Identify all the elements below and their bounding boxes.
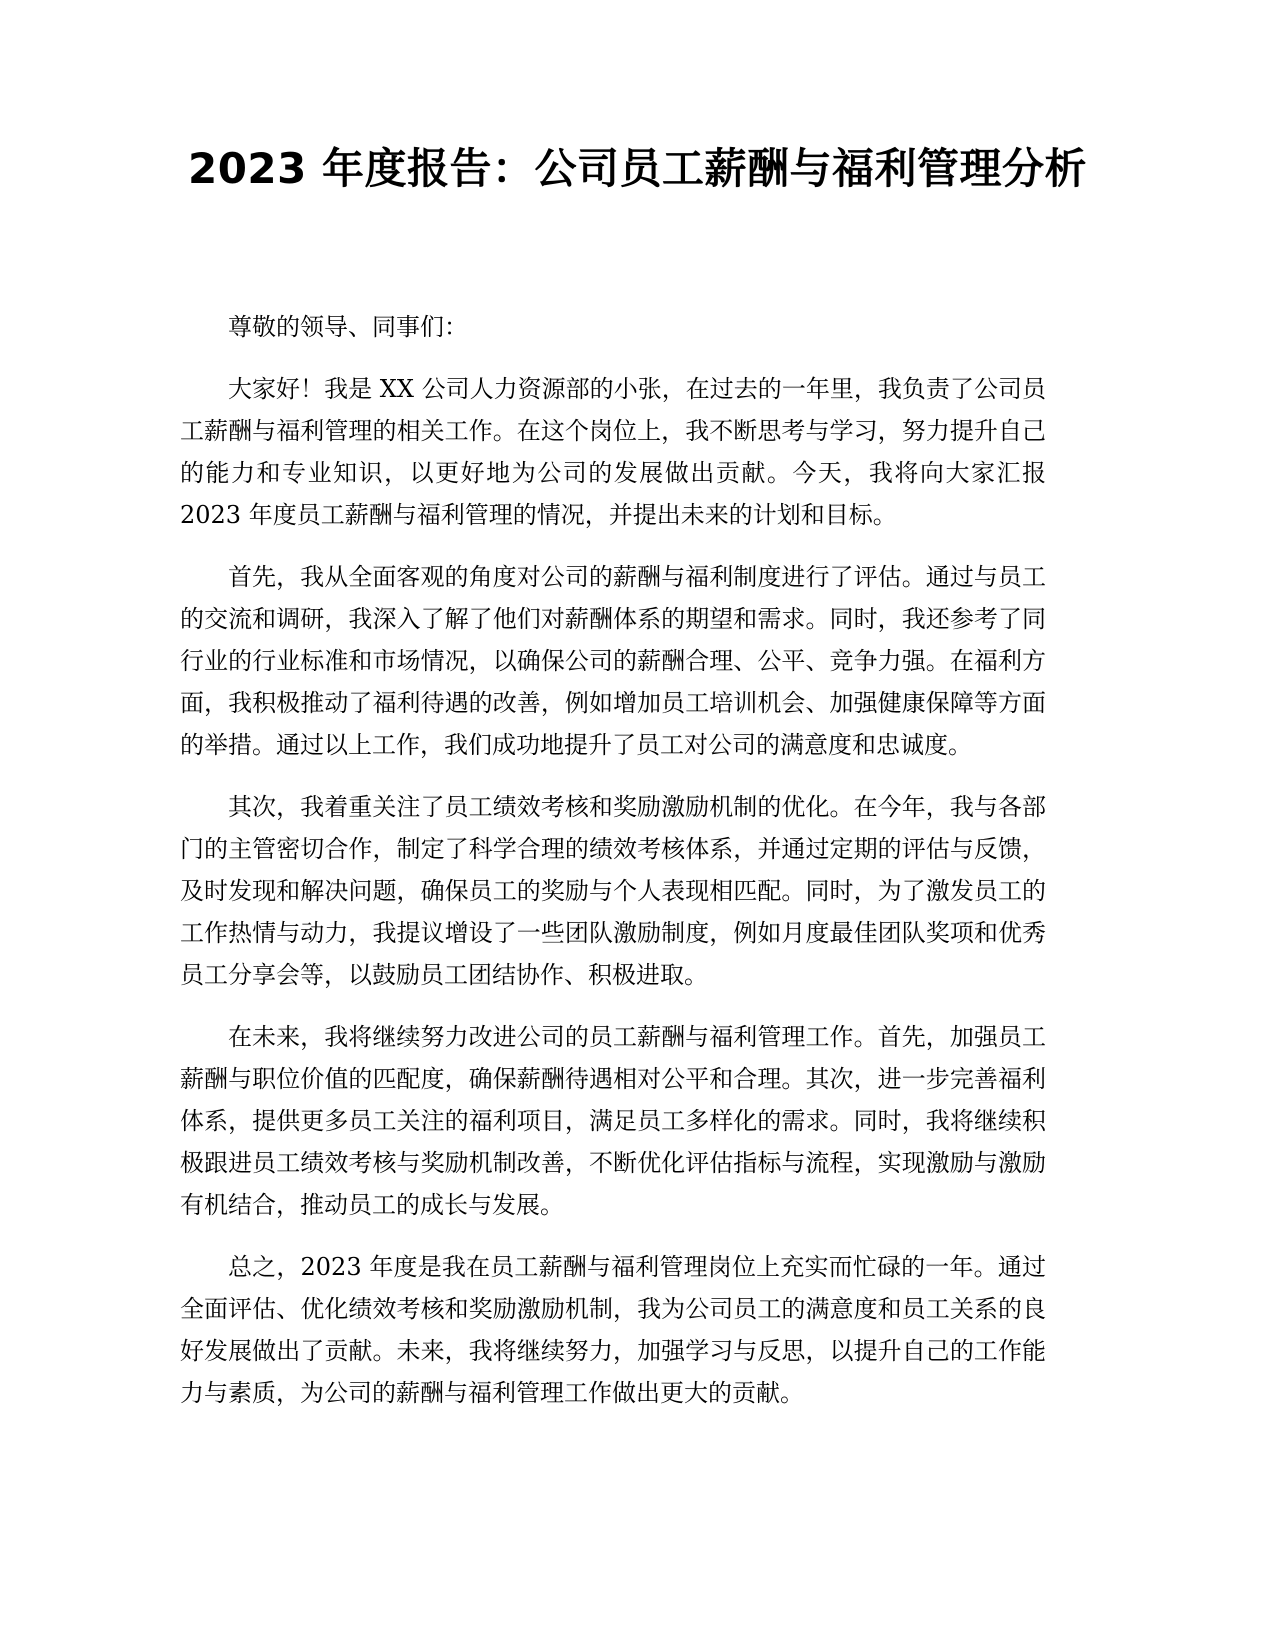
paragraph-evaluation: 首先，我从全面客观的角度对公司的薪酬与福利制度进行了评估。通过与员工的交流和调研，我深入了解了他们对薪酬体系的期望和需求。同时，我还参考了同行业的行业标准和市场情况，以确保公司的薪酬合理、公平、竞争力强。在福利方面，我积极推动了福利待遇的改善，例如增加员工培训机会、加强健康保障等方面的举措。通过以上工作，我们成功地提升了员工对公司的满意度和忠诚度。 [180, 563, 1046, 759]
paragraph-conclusion: 总之，2023 年度是我在员工薪酬与福利管理岗位上充实而忙碌的一年。通过全面评估、优化绩效考核和奖励激励机制，我为公司员工的满意度和员工关系的良好发展做出了贡献。未来，我将继续努力，加强学习与反思，以提升自己的工作能力与素质，为公司的薪酬与福利管理工作做出更大的贡献。 [180, 1253, 1046, 1407]
document-title: 2023 年度报告：公司员工薪酬与福利管理分析 [187, 144, 1088, 193]
salutation: 尊敬的领导、同事们： [228, 313, 468, 341]
paragraph-future-plans: 在未来，我将继续努力改进公司的员工薪酬与福利管理工作。首先，加强员工薪酬与职位价值的匹配度，确保薪酬待遇相对公平和合理。其次，进一步完善福利体系，提供更多员工关注的福利项目，满足员工多样化的需求。同时，我将继续积极跟进员工绩效考核与奖励机制改善，不断优化评估指标与流程，实现激励与激励有机结合，推动员工的成长与发展。 [180, 1023, 1046, 1219]
document-body [180, 306, 1046, 1434]
paragraph-performance: 其次，我着重关注了员工绩效考核和奖励激励机制的优化。在今年，我与各部门的主管密切合作，制定了科学合理的绩效考核体系，并通过定期的评估与反馈，及时发现和解决问题，确保员工的奖励与个人表现相匹配。同时，为了激发员工的工作热情与动力，我提议增设了一些团队激励制度，例如月度最佳团队奖项和优秀员工分享会等，以鼓励员工团结协作、积极进取。 [180, 793, 1046, 989]
paragraph-intro: 大家好！我是 XX 公司人力资源部的小张，在过去的一年里，我负责了公司员工薪酬与福利管理的相关工作。在这个岗位上，我不断思考与学习，努力提升自己的能力和专业知识，以更好地为公司的发展做出贡献。今天，我将向大家汇报 2023 年度员工薪酬与福利管理的情况，并提出未来的计划和目标。 [180, 375, 1046, 529]
